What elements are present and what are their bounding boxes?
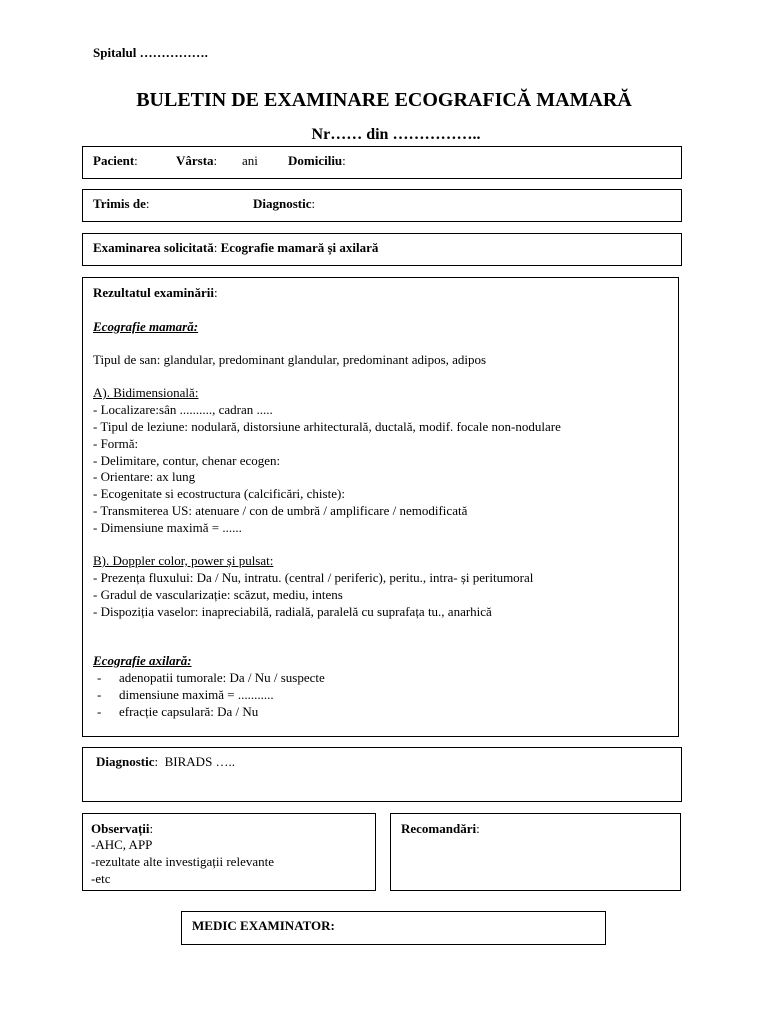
breast-ultrasound-heading: Ecografie mamară: (93, 319, 199, 334)
results-label: Rezultatul examinării: (93, 285, 218, 300)
bidim-item[interactable]: - Transmiterea US: atenuare / con de umbră / amplificare / nemodificată (93, 503, 468, 518)
sent-by-field[interactable]: Trimis de: (93, 196, 150, 211)
axillary-bullet: - (97, 687, 102, 702)
document-title: BULETIN DE EXAMINARE ECOGRAFICĂ MAMARĂ (136, 89, 632, 111)
examiner-box[interactable] (181, 911, 606, 945)
observation-item[interactable]: -AHC, APP (91, 837, 153, 852)
bidim-item[interactable]: - Formă: (93, 436, 139, 451)
diagnosis-field[interactable]: Diagnostic: BIRADS ….. (96, 754, 236, 769)
axillary-ultrasound-heading: Ecografie axilară: (93, 653, 192, 668)
request-box (82, 233, 682, 266)
observations-label: Observații: (91, 821, 154, 836)
referral-diagnostic-field[interactable]: Diagnostic: (253, 196, 316, 211)
recommendations-box[interactable] (390, 813, 681, 891)
observations-box (82, 813, 376, 891)
bidim-item[interactable]: - Delimitare, contur, chenar ecogen: (93, 453, 281, 468)
age-field[interactable]: Vârsta: (176, 153, 218, 168)
bidim-item[interactable]: - Dimensiune maximă = ...... (93, 520, 242, 535)
observation-item[interactable]: -etc (91, 871, 111, 886)
address-field[interactable]: Domiciliu: (288, 153, 346, 168)
hospital-line: Spitalul ……………. (93, 45, 208, 60)
doppler-heading: B). Doppler color, power și pulsat: (93, 553, 274, 568)
referral-box (82, 189, 682, 222)
diagnosis-box (82, 747, 682, 802)
age-unit: ani (242, 153, 258, 168)
bidimensional-heading: A). Bidimensională: (93, 385, 199, 400)
breast-type-line[interactable]: Tipul de san: glandular, predominant glandular, predominant adipos, adipos (93, 352, 487, 367)
doppler-item[interactable]: - Dispoziția vaselor: inapreciabilă, radială, paralelă cu suprafața tu., anarhică (93, 604, 492, 619)
results-box (82, 277, 679, 737)
axillary-item[interactable]: adenopatii tumorale: Da / Nu / suspecte (119, 670, 325, 685)
bidim-item[interactable]: - Localizare:sân .........., cadran ..... (93, 402, 273, 417)
document-number-line: Nr…… din …………….. (311, 126, 481, 143)
doppler-item[interactable]: - Prezența fluxului: Da / Nu, intratu. (central / periferic), peritu., intra- și peritumoral (93, 570, 534, 585)
request-field[interactable]: Examinarea solicitată: Ecografie mamară și axilară (93, 240, 379, 255)
bidim-item[interactable]: - Orientare: ax lung (93, 469, 196, 484)
bidim-item[interactable]: - Ecogenitate si ecostructura (calcificări, chiste): (93, 486, 345, 501)
axillary-item[interactable]: efracție capsulară: Da / Nu (119, 704, 259, 719)
bidim-item[interactable]: - Tipul de leziune: nodulară, distorsiune arhitecturală, ductală, modif. focale non-nodulare (93, 419, 561, 434)
doppler-item[interactable]: - Gradul de vascularizație: scăzut, mediu, intens (93, 587, 343, 602)
patient-box (82, 146, 682, 179)
patient-field[interactable]: Pacient: (93, 153, 138, 168)
axillary-bullet: - (97, 704, 102, 719)
recommendations-label: Recomandări: (401, 821, 480, 836)
examiner-label: MEDIC EXAMINATOR: (192, 918, 335, 933)
axillary-bullet: - (97, 670, 102, 685)
observation-item[interactable]: -rezultate alte investigații relevante (91, 854, 274, 869)
axillary-item[interactable]: dimensiune maximă = ........... (119, 687, 274, 702)
